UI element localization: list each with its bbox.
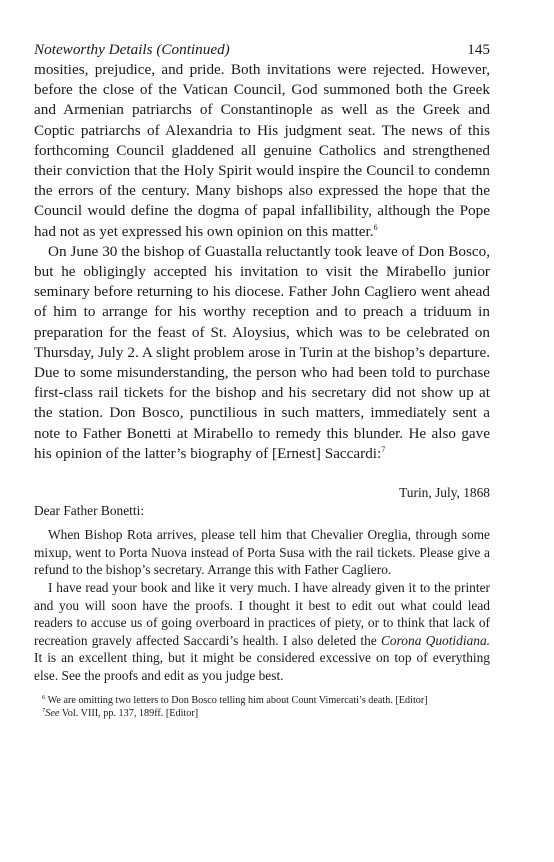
footnote-text: Vol. VIII, pp. 137, 189ff. [Editor] — [59, 707, 199, 719]
letter-salutation: Dear Father Bonetti: — [34, 502, 145, 518]
letter-place-date: Turin, July, 1868 — [399, 485, 490, 500]
paragraph-continued — [34, 60, 490, 242]
footnote-6 — [34, 695, 490, 708]
letter-paragraph-1: When Bishop Rota arrives, please tell him that Chevalier Oreglia, through some mixup, went to Porta Nuova instead of Porta Susa with the rail tickets. Please give a refund to the bishop’s secretary. Arrange this with Father Cagliero. — [34, 527, 490, 578]
footnote-ref-6: 6 — [373, 222, 378, 232]
footnote-see: See — [45, 707, 60, 719]
body-text — [34, 60, 490, 464]
footnote-marker: 6 — [42, 694, 46, 701]
letter-block — [34, 484, 490, 685]
paragraph-text: On June 30 the bishop of Guastalla reluctantly took leave of Don Bosco, but he obligingly accepted his invitation to visit the Mirabello junior seminary before returning to his diocese. Father John Cagliero went ahead of him to arrange for his worthy reception and to preach a triduum in preparation for the feast of St. Aloysius, which was to be celebrated on Thursday, July 2. A slight problem arose in Turin at the bishop’s departure. Due to some misunderstanding, the person who had been told to purchase first-class rail tickets for the bishop and his secretary did not show up at the station. Don Bosco, punctilious in such matters, immediately sent a note to Father Bonetti at Mirabello to remedy this blunder. He also gave his opinion of the latter’s biography of [Ernest] Saccardi: — [34, 242, 490, 462]
footnote-marker: 7 — [42, 706, 46, 714]
running-title: Noteworthy Details (Continued) — [34, 41, 230, 58]
letter-text: I have read your book and like it very much. I have already given it to the printer and you will soon have the proofs. I thought it best to edit out what could lead readers to accuse us of going overboard in practices of piety, or to think that lack of recreation gravely affected Saccardi’s health. I also deleted the — [34, 579, 490, 648]
page-number: 145 — [467, 41, 490, 58]
letter-paragraph-2 — [34, 579, 490, 685]
paragraph-bishop-departure — [34, 242, 490, 464]
running-header — [34, 40, 490, 60]
footnote-ref-7: 7 — [381, 444, 386, 454]
paragraph-text: mosities, prejudice, and pride. Both invitations were rejected. However, before the close of the Vatican Council, God summoned both the Greek and Armenian patriarchs of Constantinople as well as the Greek and Coptic patriarchs of Alexandria to His judgment seat. The news of this forthcoming Council gladdened all genuine Catholics and strengthened their conviction that the Holy Spirit would inspire the Council to condemn the errors of the century. Many bishops also expressed the hope that the Council would define the dogma of papal infallibility, although the Pope had not as yet expressed his own opinion on this matter. — [34, 61, 490, 240]
letter-text: It is an excellent thing, but it might be considered excessive on top of everything else. See the proofs and edit as you judge best. — [34, 650, 490, 683]
footnote-text: We are omitting two letters to Don Bosco telling him about Count Vimercati’s death. [Editor] — [45, 695, 428, 706]
letter-italic-title: Corona Quotidiana. — [380, 632, 490, 648]
footnote-7 — [34, 708, 490, 721]
footnotes — [34, 695, 490, 720]
